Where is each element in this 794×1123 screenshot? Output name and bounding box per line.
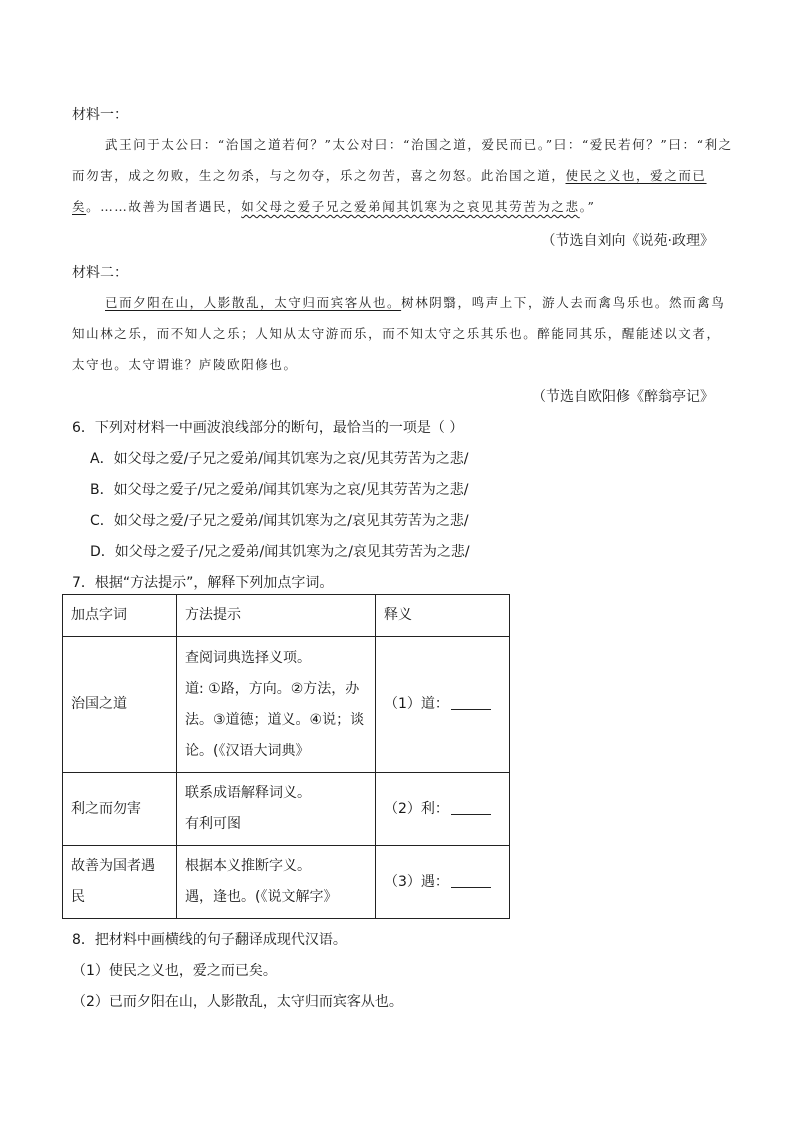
q7-table (62, 594, 510, 919)
q6-option-c[interactable]: C．如父母之爱/子兄之爱弟/闻其饥寒为之/哀见其劳苦为之悲/ (90, 513, 469, 529)
q8-stem: 8．把材料中画横线的句子翻译成现代汉语。 (72, 932, 347, 948)
table-row (63, 637, 510, 773)
hint-cell: 查阅词典选择义项。 道: ①路，方向。②方法，办 法。③道德；道义。④说；谈 论。(《汉语大词典》 (177, 637, 376, 773)
word-cell: 利之而勿害 (63, 773, 177, 846)
q6-option-d[interactable]: D．如父母之爱子/兄之爱弟/闻其饥寒为之/哀见其劳苦为之悲/ (90, 544, 470, 560)
material2-line-2: 知山林之乐，而不知人之乐；人知从太守游而乐，而不知太守之乐其乐也。醉能同其乐，醒能述以文者， (72, 326, 721, 341)
underlined-sentence-2: 已而夕阳在山，人影散乱，太守归而宾客从也。 (105, 295, 402, 310)
q6-option-b[interactable]: B．如父母之爱子/兄之爱弟/闻其饥寒为之哀/见其劳苦为之悲/ (90, 482, 469, 498)
material2-source: （节选自欧阳修《醉翁亭记》 (532, 389, 714, 405)
material2-title: 材料二： (72, 265, 128, 281)
q8-item-1: （1）使民之义也，爱之而已矣。 (72, 963, 277, 979)
q7-stem: 7．根据“方法提示”，解释下列加点字词。 (72, 575, 334, 591)
wavy-underlined-passage: 如父母之爱子兄之爱弟闻其饥寒为之哀见其劳苦为之悲 (241, 199, 580, 214)
material2-line-1: 已而夕阳在山，人影散乱，太守归而宾客从也。树林阴翳，鸣声上下，游人去而禽鸟乐也。然而禽鸟 (105, 295, 726, 310)
q6-stem: 6．下列对材料一中画波浪线部分的断句，最恰当的一项是（ ） (72, 420, 464, 436)
answer-blank (451, 886, 491, 888)
answer-cell[interactable]: （3）遇： (376, 846, 510, 919)
q6-option-a[interactable]: A．如父母之爱/子兄之爱弟/闻其饥寒为之哀/见其劳苦为之悲/ (90, 451, 469, 467)
answer-cell[interactable]: （2）利： (376, 773, 510, 846)
table-row (63, 846, 510, 919)
word-cell: 治国之道 (63, 637, 177, 773)
material1-line-1: 武王问于太公曰：“治国之道若何？”太公对曰：“治国之道，爱民而已。”曰：“爱民若何？”曰：“利之 (105, 137, 733, 152)
material2-line-3: 太守也。太守谓谁？庐陵欧阳修也。 (72, 357, 298, 372)
answer-cell[interactable]: （1）道： (376, 637, 510, 773)
table-header-cell: 释义 (376, 595, 510, 637)
answer-blank (451, 813, 491, 815)
table-header-row (63, 595, 510, 637)
material1-title: 材料一： (72, 107, 128, 123)
underlined-sentence-1: 使民之义也，爱之而已 (565, 168, 707, 183)
material1-line-2: 而勿害，成之勿败，生之勿杀，与之勿夺，乐之勿苦，喜之勿怒。此治国之道，使民之义也，爱之而已 (72, 168, 707, 183)
answer-blank (451, 708, 491, 710)
material1-source: （节选自刘向《说苑·政理》 (541, 233, 714, 249)
word-cell: 故善为国者遇 民 (63, 846, 177, 919)
table-header-cell: 加点字词 (63, 595, 177, 637)
material1-line-3: 矣。……故善为国者遇民，如父母之爱子兄之爱弟闻其饥寒为之哀见其劳苦为之悲。” (72, 199, 596, 214)
hint-cell: 根据本义推断字义。 遇，逢也。(《说文解字》 (177, 846, 376, 919)
hint-cell: 联系成语解释词义。 有利可图 (177, 773, 376, 846)
table-row (63, 773, 510, 846)
q8-item-2: （2）已而夕阳在山，人影散乱，太守归而宾客从也。 (72, 994, 403, 1010)
table-header-cell: 方法提示 (177, 595, 376, 637)
